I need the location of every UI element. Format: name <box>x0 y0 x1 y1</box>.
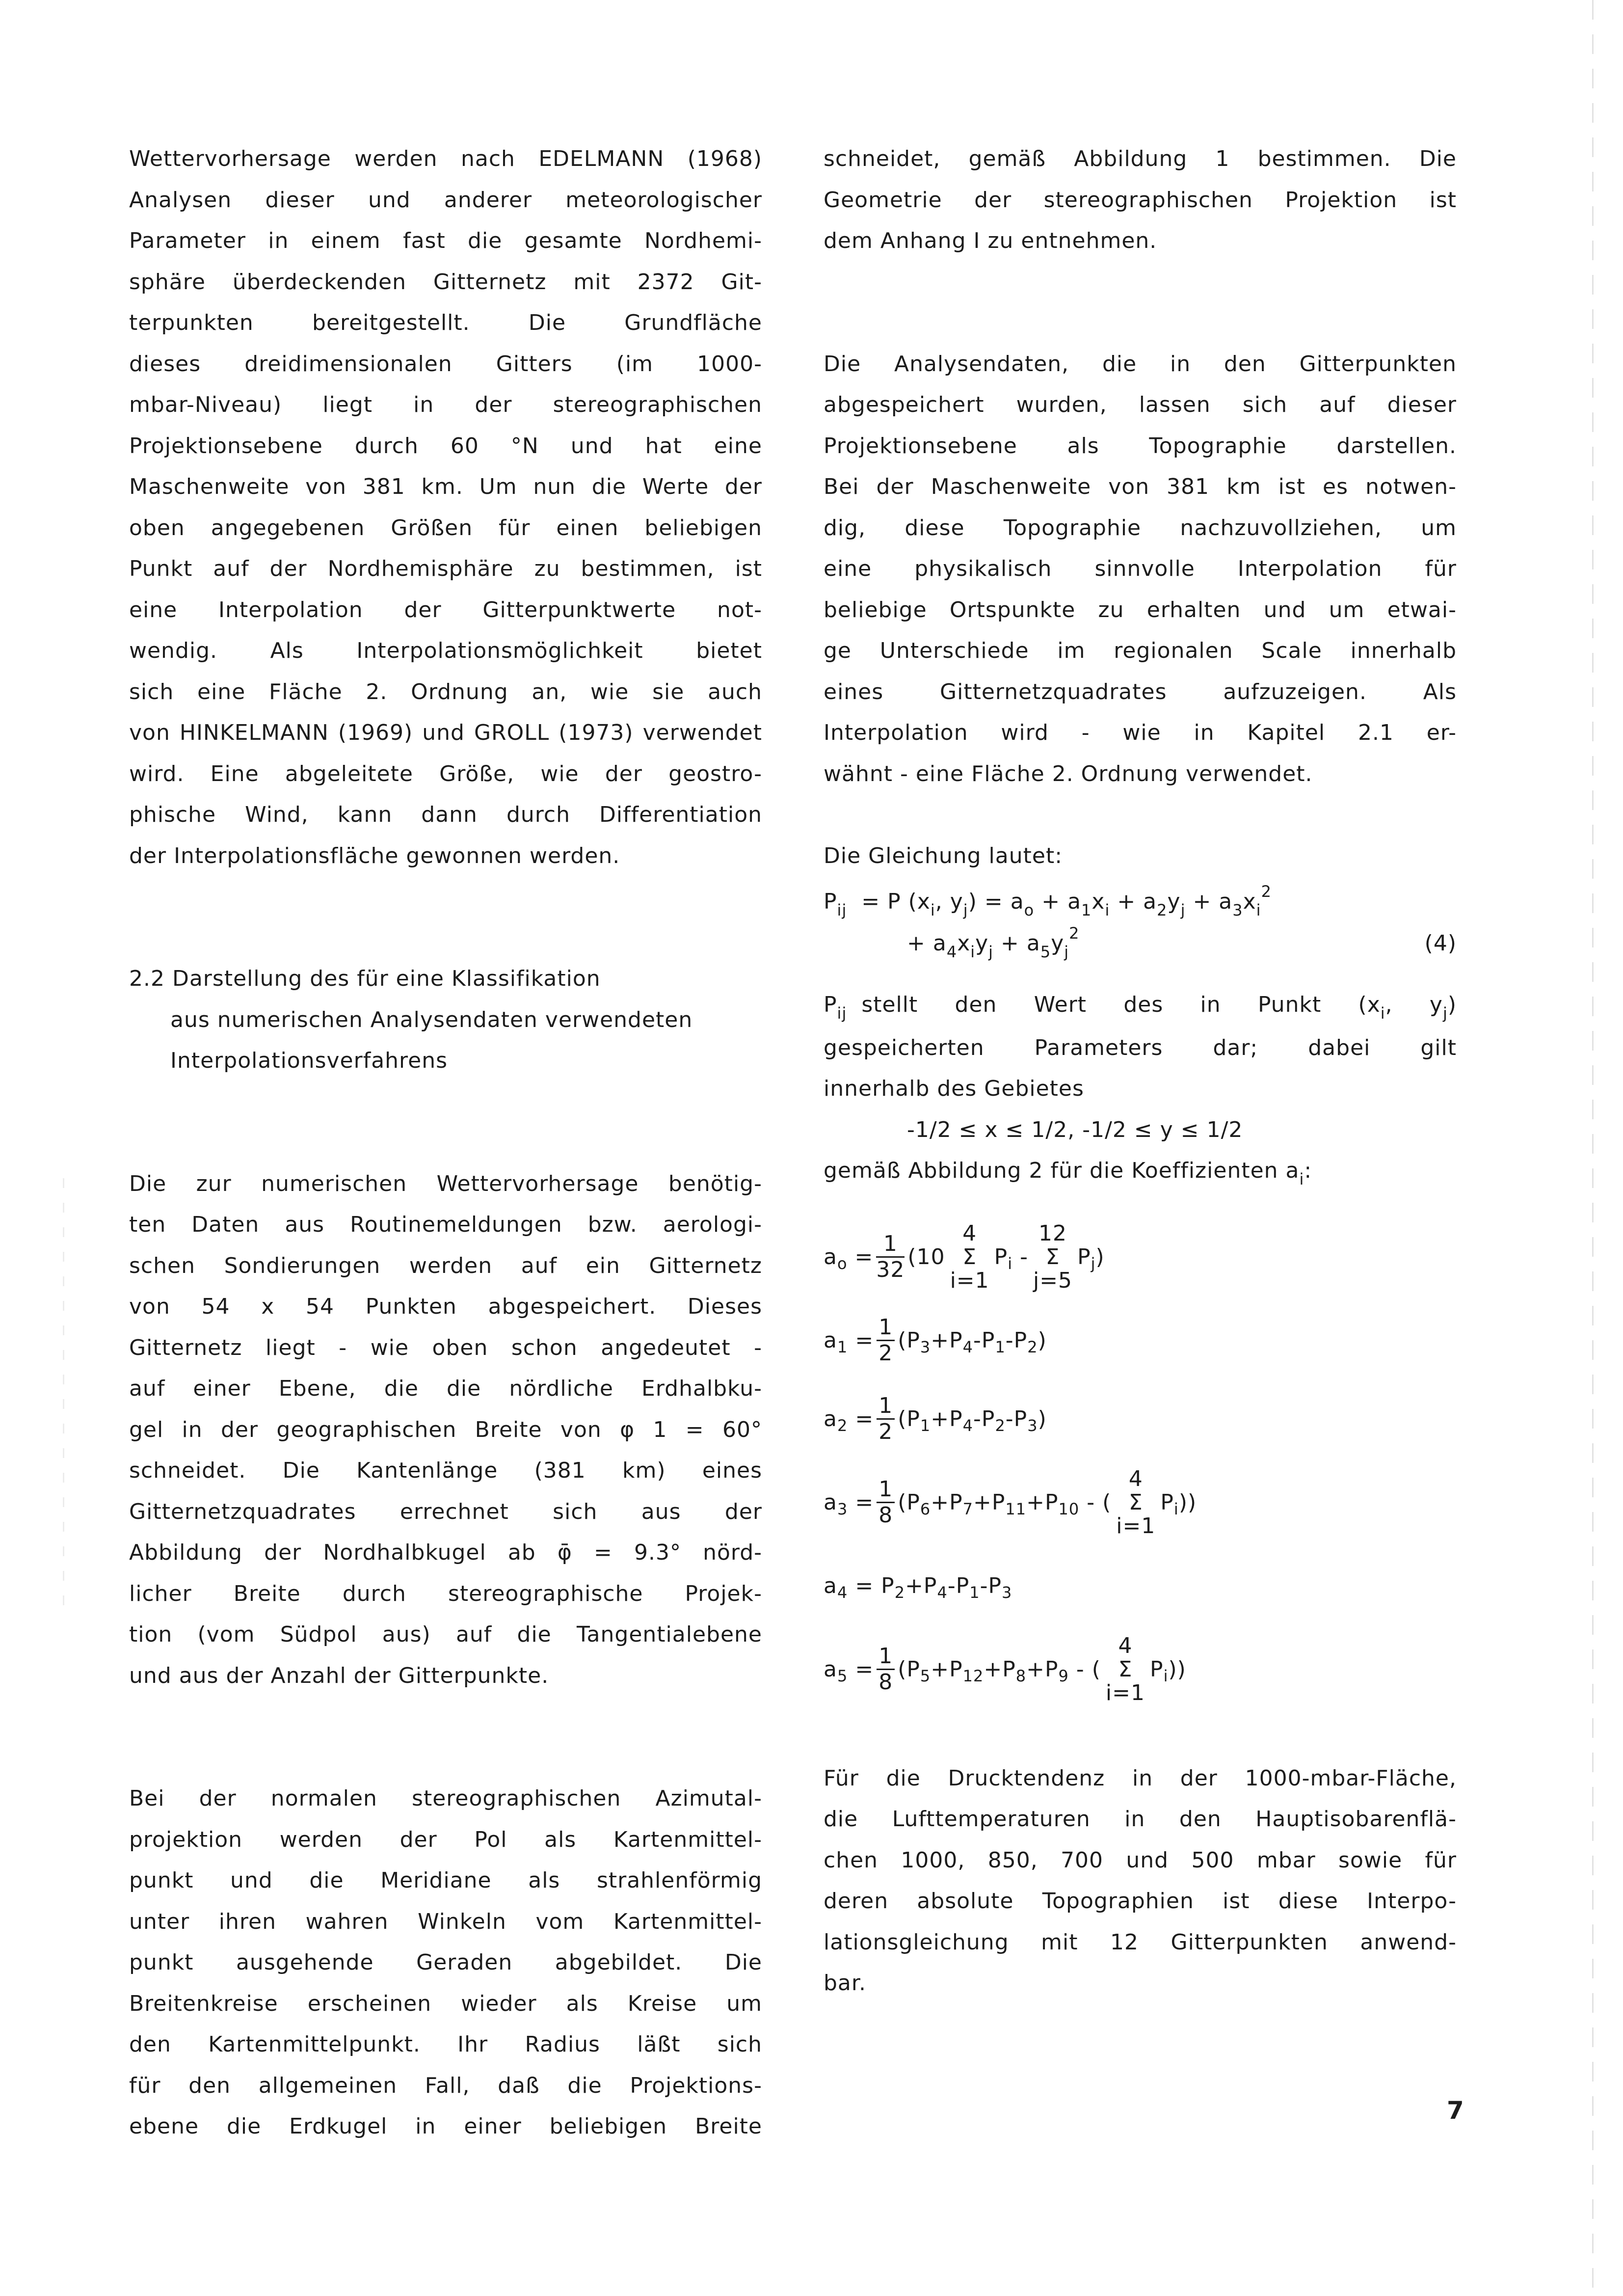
text-line: Analysen dieser und anderer meteorologischer <box>129 187 762 213</box>
heading-line: 2.2 Darstellung des für eine Klassifikation <box>129 966 601 991</box>
text-line: von HINKELMANN (1969) und GROLL (1973) verwendet <box>129 720 762 745</box>
text-line: Punkt auf der Nordhemisphäre zu bestimmen, ist <box>129 556 762 581</box>
equation-intro: Die Gleichung lautet: <box>824 843 1063 868</box>
left-column <box>129 138 762 2147</box>
text-line: eine physikalisch sinnvolle Interpolation für <box>824 556 1457 581</box>
paragraph-pij: $P_{ij}$ stellt den Wert des in Punkt ($x_i$, $y_j$) gespeicherten Parameters dar; dabei gilt innerhalb des Gebietes -1/2 ≤ x ≤ 1/2, -1/2 ≤ y ≤ 1/2 gemäß Abbildung 2 für die Koeffizienten $a_i$: <box>824 992 1457 1189</box>
text-line: licher Breite durch stereographische Projek- <box>129 1581 762 1606</box>
paragraph-edelmann <box>129 138 762 876</box>
text-line: projektion werden der Pol als Kartenmittel- <box>129 1827 762 1852</box>
text-line: wird. Eine abgeleitete Größe, wie der geostro- <box>129 761 762 786</box>
text-line: innerhalb des Gebietes <box>824 1076 1084 1101</box>
text-line: terpunkten bereitgestellt. Die Grundfläche <box>129 310 762 335</box>
paragraph-azimutalprojektion <box>129 1778 762 2147</box>
text-line: der Interpolationsfläche gewonnen werden. <box>129 843 620 868</box>
text-line: Projektionsebene durch 60 °N und hat eine <box>129 433 762 459</box>
section-heading <box>129 958 762 1081</box>
text-line: schneidet, gemäß Abbildung 1 bestimmen. Die <box>824 146 1457 171</box>
text-line: Gitternetzquadrates errechnet sich aus der <box>129 1499 762 1524</box>
text-line: Die zur numerischen Wettervorhersage benötig- <box>129 1171 762 1196</box>
text-line: stellt den Wert des in Punkt <box>861 992 1322 1017</box>
text-line: Parameter in einem fast die gesamte Nordhemi- <box>129 228 762 253</box>
text-line: chen 1000, 850, 700 und 500 mbar sowie für <box>824 1847 1457 1873</box>
text-line: Interpolation wird - wie in Kapitel 2.1 er- <box>824 720 1457 745</box>
text-line: gel in der geographischen Breite von φ 1 = 60° <box>129 1417 762 1442</box>
text-line: Breitenkreise erscheinen wieder als Kreise um <box>129 1991 762 2016</box>
equation-a5: a 5 = $\frac{1}{8}$ (P 5 +P 12 +P 8 +P 9 - ( 4 Σ i=1 P i )) <box>824 1633 1186 1705</box>
text-line: Maschenweite von 381 km. Um nun die Werte der <box>129 474 762 499</box>
text-line: Wettervorhersage werden nach EDELMANN (1968) <box>129 146 762 171</box>
text-line: Die Analysendaten, die in den Gitterpunkten <box>824 351 1457 377</box>
text-line: wähnt - eine Fläche 2. Ordnung verwendet. <box>824 761 1313 786</box>
text-line: sphäre überdeckenden Gitternetz mit 2372 Git- <box>129 269 762 295</box>
text-line: ge Unterschiede im regionalen Scale innerhalb <box>824 638 1457 663</box>
paragraph-abbildung <box>824 138 1457 262</box>
text-line: für den allgemeinen Fall, daß die Projektions- <box>129 2073 762 2098</box>
text-line: eines Gitternetzquadrates aufzuzeigen. Als <box>824 679 1457 704</box>
text-line: dig, diese Topographie nachzuvollziehen, um <box>824 515 1457 540</box>
paragraph-gitternetz <box>129 1163 762 1697</box>
text-line: auf einer Ebene, die die nördliche Erdhalbku- <box>129 1376 762 1401</box>
paragraph-analysendaten <box>824 344 1457 795</box>
equation-a2: a 2 = $\frac{1}{2}$ (P 1 +P 4 -P 2 -P 3 ) <box>824 1393 1047 1444</box>
text-line: mbar-Niveau) liegt in der stereographischen <box>129 392 762 417</box>
right-column <box>824 138 1457 2004</box>
text-line: gespeicherten Parameters dar; dabei gilt <box>824 1035 1457 1060</box>
text-line: gemäß Abbildung 2 für die Koeffizienten <box>824 1158 1278 1183</box>
scan-artifact <box>63 1178 64 1620</box>
text-line: tion (vom Südpol aus) auf die Tangentialebene <box>129 1622 762 1647</box>
page-number: 7 <box>1447 2096 1464 2125</box>
text-line: ebene die Erdkugel in einer beliebigen Breite <box>129 2114 762 2139</box>
text-line: Bei der normalen stereographischen Azimutal- <box>129 1786 762 1811</box>
text-line: Geometrie der stereographischen Projektion ist <box>824 187 1457 213</box>
text-line: die Lufttemperaturen in den Hauptisobarenflä- <box>824 1807 1457 1832</box>
domain-bounds: -1/2 ≤ x ≤ 1/2, -1/2 ≤ y ≤ 1/2 <box>907 1117 1243 1142</box>
text-line: ten Daten aus Routinemeldungen bzw. aerologi- <box>129 1212 762 1237</box>
text-line: schen Sondierungen werden auf ein Gitternetz <box>129 1253 762 1278</box>
text-line: oben angegebenen Größen für einen beliebigen <box>129 515 762 540</box>
equation-number: (4) <box>1424 931 1457 956</box>
text-line: Bei der Maschenweite von 381 km ist es notwen- <box>824 474 1457 499</box>
text-line: lationsgleichung mit 12 Gitterpunkten anwend- <box>824 1929 1457 1955</box>
text-line: und aus der Anzahl der Gitterpunkte. <box>129 1663 549 1688</box>
text-line: schneidet. Die Kantenlänge (381 km) eines <box>129 1458 762 1483</box>
text-line: von 54 x 54 Punkten abgespeichert. Dieses <box>129 1294 762 1319</box>
coefficient-equations <box>824 1213 1457 1714</box>
heading-line: Interpolationsverfahrens <box>170 1048 448 1073</box>
text-line: dieses dreidimensionalen Gitters (im 1000- <box>129 351 762 377</box>
text-line: deren absolute Topographien ist diese Interpo- <box>824 1889 1457 1914</box>
text-line: Projektionsebene als Topographie darstellen. <box>824 433 1457 459</box>
text-line: punkt und die Meridiane als strahlenförmig <box>129 1868 762 1893</box>
text-line: beliebige Ortspunkte zu erhalten und um etwai- <box>824 597 1457 622</box>
text-line: wendig. Als Interpolationsmöglichkeit bietet <box>129 638 762 663</box>
text-line: abgespeichert wurden, lassen sich auf dieser <box>824 392 1457 417</box>
text-line: eine Interpolation der Gitterpunktwerte not- <box>129 597 762 622</box>
scan-artifact <box>1592 0 1594 2296</box>
text-line: dem Anhang I zu entnehmen. <box>824 228 1157 253</box>
equation-a0: a o = $\frac{1}{32}$ (10 4 Σ i=1 P i - 12 Σ j=5 P j ) <box>824 1220 1105 1293</box>
equation-a4: a 4 = P 2 +P 4 -P 1 -P 3 <box>824 1573 1012 1602</box>
heading-line: aus numerischen Analysendaten verwendeten <box>170 1007 693 1032</box>
text-line: Abbildung der Nordhalbkugel ab φ̄ = 9.3° nörd- <box>129 1540 762 1565</box>
text-line: phische Wind, kann dann durch Differentiation <box>129 802 762 827</box>
text-line: den Kartenmittelpunkt. Ihr Radius läßt sich <box>129 2032 762 2057</box>
text-line: unter ihren wahren Winkeln vom Kartenmittel- <box>129 1909 762 1934</box>
equation-a3: a 3 = $\frac{1}{8}$ (P 6 +P 7 +P 11 +P 10 - ( 4 Σ i=1 P i )) <box>824 1466 1197 1539</box>
text-line: sich eine Fläche 2. Ordnung an, wie sie auch <box>129 679 762 704</box>
paragraph-drucktendenz <box>824 1758 1457 2004</box>
text-line: punkt ausgehende Geraden abgebildet. Die <box>129 1950 762 1975</box>
equation-4: $P_{ij} = P$ ($x_i$, $y_j) = a_o + a_1x_i + a_2y_j + a_3x_i^2$ + $a_4x_iy_j + a_5y_j^2$ (4) <box>824 881 1457 965</box>
text-line: bar. <box>824 1971 866 1996</box>
text-line: Für die Drucktendenz in der 1000-mbar-Fläche, <box>824 1765 1457 1791</box>
text-line: Gitternetz liegt - wie oben schon angedeutet - <box>129 1335 762 1360</box>
equation-a1: a 1 = $\frac{1}{2}$ (P 3 +P 4 -P 1 -P 2 ) <box>824 1315 1047 1366</box>
